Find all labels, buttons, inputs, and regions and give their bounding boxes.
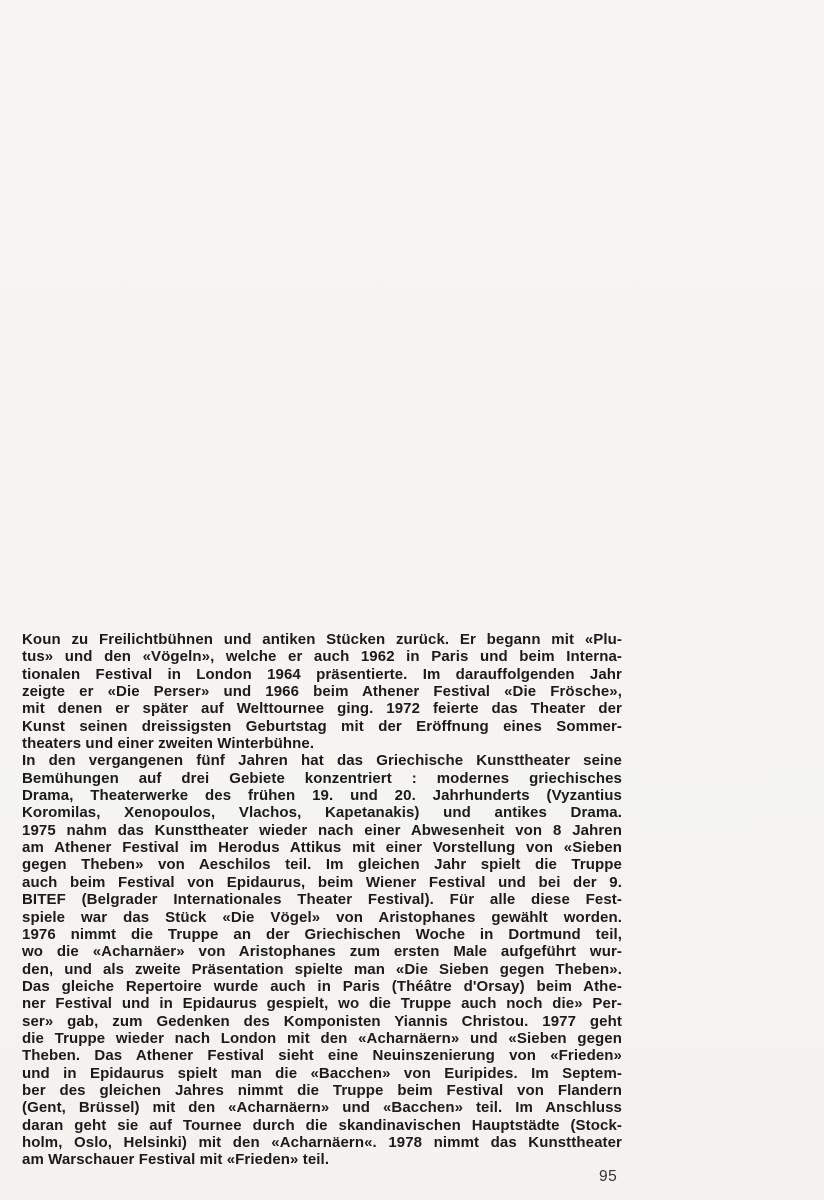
text-line: Koromilas, Xenopoulos, Vlachos, Kapetanakis) und antikes Drama. [22, 804, 622, 822]
text-line: 1976 nimmt die Truppe an der Griechischen Woche in Dortmund teil, [22, 925, 622, 943]
text-line: In den vergangenen fünf Jahren hat das Griechische Kunsttheater seine [22, 752, 622, 770]
text-line: Koun zu Freilichtbühnen und antiken Stücken zurück. Er begann mit «Plu- [22, 631, 622, 648]
text-line: die Truppe wieder nach London mit den «Acharnäern» und «Sieben gegen [22, 1029, 622, 1047]
text-line: Drama, Theaterwerke des frühen 19. und 20. Jahrhunderts (Vyzantius [22, 787, 622, 805]
text-line: am Warschauer Festival mit «Frieden» teil. [22, 1151, 330, 1169]
text-line: wo die «Acharnäer» von Aristophanes zum ersten Male aufgeführt wur- [22, 943, 622, 961]
text-line: ber des gleichen Jahres nimmt die Truppe beim Festival von Flandern [22, 1081, 622, 1099]
paragraph-1 [22, 631, 622, 752]
text-line: tus» und den «Vögeln», welche er auch 1962 in Paris und beim Interna- [22, 648, 622, 666]
text-line: Theben. Das Athener Festival sieht eine Neuinszenierung von «Frieden» [22, 1047, 622, 1065]
paragraph-2 [22, 752, 622, 1168]
text-line: Das gleiche Repertoire wurde auch in Paris (Théâtre d'Orsay) beim Athe- [22, 977, 622, 995]
text-line: Bemühungen auf drei Gebiete konzentriert : modernes griechisches [22, 769, 622, 787]
text-line: am Athener Festival im Herodus Attikus mit einer Vorstellung von «Sieben [22, 839, 622, 857]
text-line: gegen Theben» von Aeschilos teil. Im gleichen Jahr spielt die Truppe [22, 856, 622, 874]
page-number: 95 [599, 1168, 618, 1185]
text-line: spiele war das Stück «Die Vögel» von Aristophanes gewählt worden. [22, 908, 622, 926]
text-line: daran geht sie auf Tournee durch die skandinavischen Hauptstädte (Stock- [22, 1116, 622, 1134]
text-line: 1975 nahm das Kunsttheater wieder nach einer Abwesenheit von 8 Jahren [22, 821, 622, 839]
text-line: holm, Oslo, Helsinki) mit den «Acharnäern«. 1978 nimmt das Kunsttheater [22, 1133, 622, 1151]
text-line: zeigte er «Die Perser» und 1966 beim Athener Festival «Die Frösche», [22, 683, 622, 701]
text-line: (Gent, Brüssel) mit den «Acharnäern» und «Bacchen» teil. Im Anschluss [22, 1099, 622, 1117]
text-line: tionalen Festival in London 1964 präsentierte. Im darauffolgenden Jahr [22, 665, 622, 683]
text-line: theaters und einer zweiten Winterbühne. [22, 735, 315, 753]
text-line: BITEF (Belgrader Internationales Theater Festival). Für alle diese Fest- [22, 891, 622, 909]
text-line: ner Festival und in Epidaurus gespielt, wo die Truppe auch noch die» Per- [22, 995, 622, 1013]
body-text [22, 631, 622, 1169]
text-line: auch beim Festival von Epidaurus, beim Wiener Festival und bei der 9. [22, 873, 622, 891]
text-line: Kunst seinen dreissigsten Geburtstag mit der Eröffnung eines Sommer- [22, 717, 622, 735]
text-line: den, und als zweite Präsentation spielte man «Die Sieben gegen Theben». [22, 960, 622, 978]
text-line: mit denen er später auf Welttournee ging. 1972 feierte das Theater der [22, 700, 622, 718]
text-line: und in Epidaurus spielt man die «Bacchen» von Euripides. Im Septem- [22, 1064, 622, 1082]
text-line: ser» gab, zum Gedenken des Komponisten Yiannis Christou. 1977 geht [22, 1012, 622, 1030]
